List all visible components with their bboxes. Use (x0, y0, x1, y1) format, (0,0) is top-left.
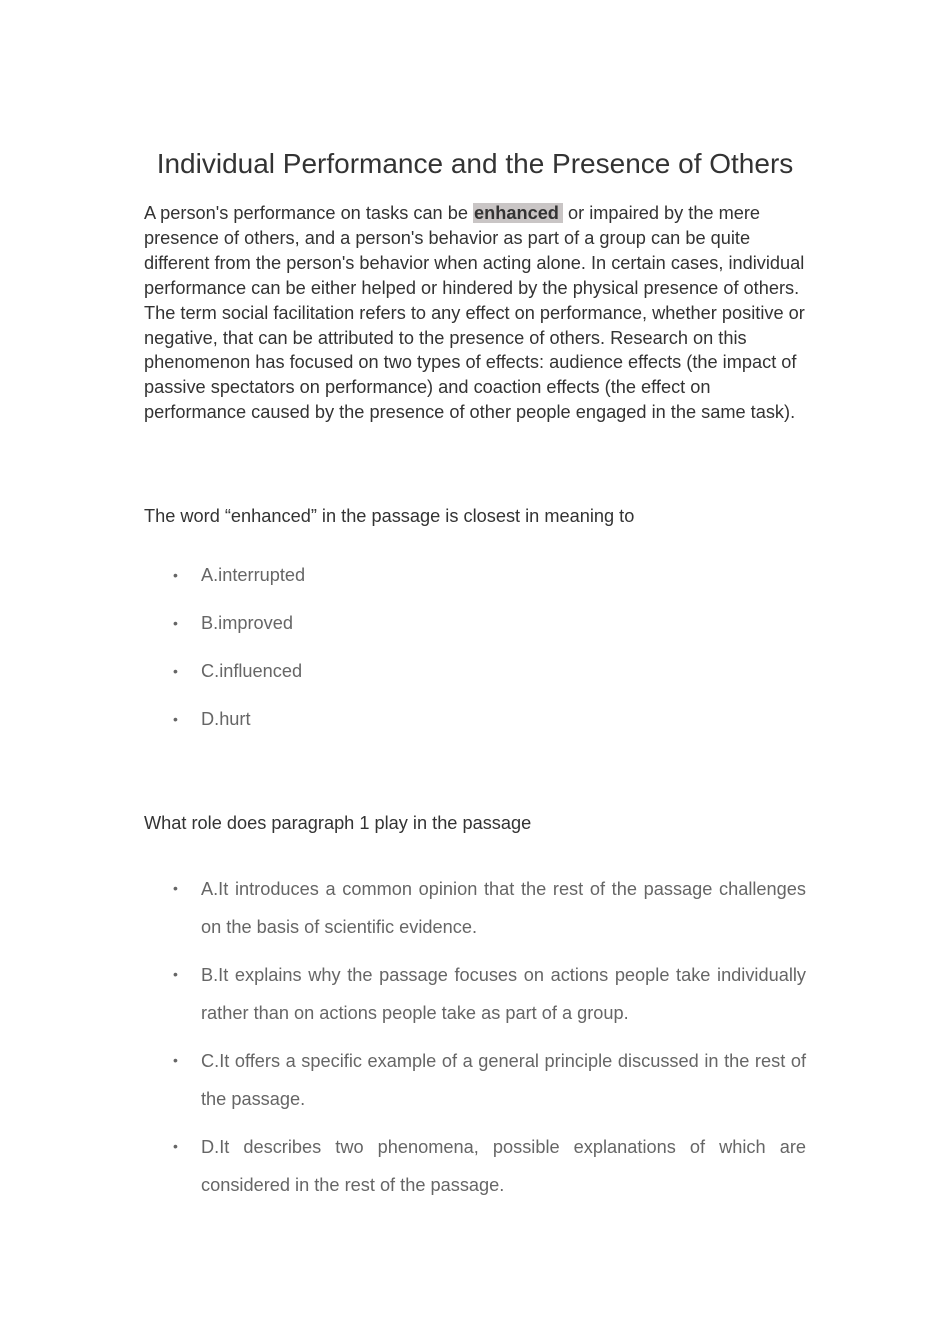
option-label: A.It introduces a common opinion that the rest of the passage challenges on the basis of scientific evidence. (201, 879, 806, 937)
bullet-icon: • (173, 1138, 178, 1154)
question-2-prompt: What role does paragraph 1 play in the passage (144, 813, 532, 833)
bullet-icon: • (173, 567, 178, 583)
question-2-option-d[interactable] (144, 1128, 806, 1204)
option-label: B.improved (201, 613, 293, 633)
question-1-option-a[interactable] (144, 563, 806, 587)
bullet-icon: • (173, 880, 178, 896)
bullet-icon: • (173, 966, 178, 982)
question-1-option-b[interactable] (144, 611, 806, 635)
option-label: B.It explains why the passage focuses on actions people take individually rather than on actions people take as part of a group. (201, 965, 806, 1023)
question-1-prompt: The word “enhanced” in the passage is closest in meaning to (144, 506, 635, 526)
highlighted-word: enhanced (473, 203, 563, 223)
question-1-option-d[interactable] (144, 707, 806, 731)
question-2-option-c[interactable] (144, 1042, 806, 1118)
question-1-option-c[interactable] (144, 659, 806, 683)
option-label: C.influenced (201, 661, 303, 681)
option-label: D.hurt (201, 709, 251, 729)
question-2-options (144, 870, 806, 1214)
bullet-icon: • (173, 1052, 178, 1068)
passage-paragraph (144, 201, 806, 425)
bullet-icon: • (173, 711, 178, 727)
passage-text-after: or impaired by the mere presence of others, and a person's behavior as part of a group can be quite different from the person's behavior when acting alone. In certain cases, individual performance can be either helped or hindered by the physical presence of others. The term social facilitation refers to any effect on performance, whether positive or negative, that can be attributed to the presence of others. Research on this phenomenon has focused on two types of effects: audience effects (the impact of passive spectators on performance) and coaction effects (the effect on performance caused by the presence of other people engaged in the same task). (144, 203, 805, 423)
question-2-option-b[interactable] (144, 956, 806, 1032)
option-label: C.It offers a specific example of a general principle discussed in the rest of the passage. (201, 1051, 806, 1109)
bullet-icon: • (173, 663, 178, 679)
page-title: Individual Performance and the Presence of Others (156, 148, 794, 179)
passage-text-before: A person's performance on tasks can be (144, 203, 474, 223)
question-2-option-a[interactable] (144, 870, 806, 946)
bullet-icon: • (173, 615, 178, 631)
question-1-options (144, 563, 806, 755)
option-label: D.It describes two phenomena, possible explanations of which are considered in the rest of the passage. (201, 1137, 806, 1195)
option-label: A.interrupted (201, 565, 306, 585)
